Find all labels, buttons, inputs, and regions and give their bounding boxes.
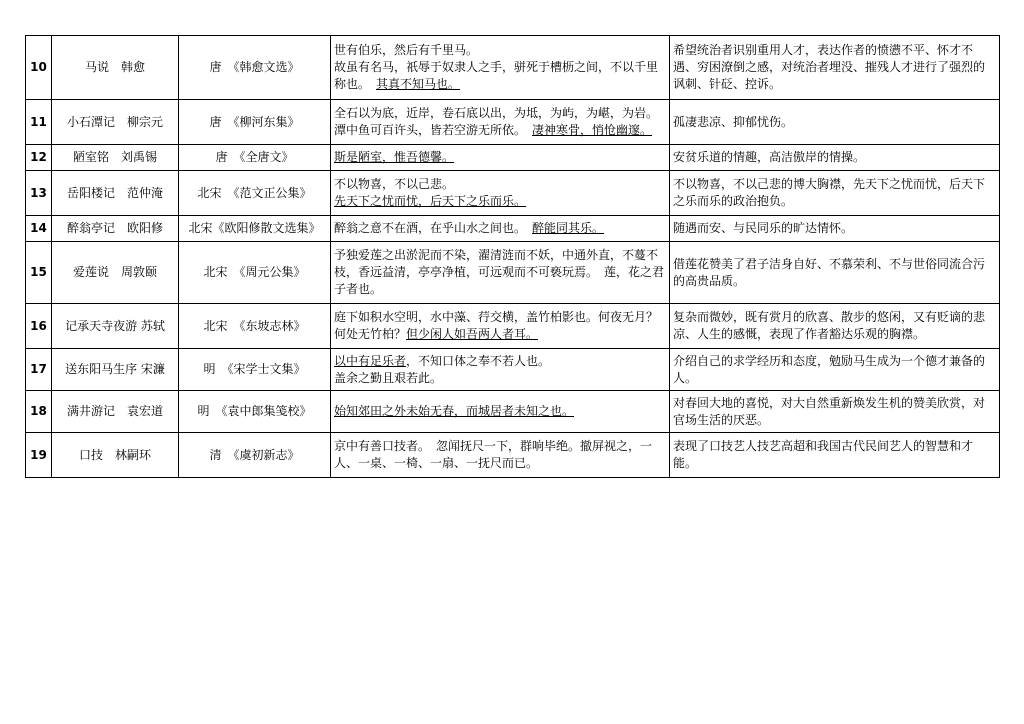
row-number-cell: 17 bbox=[26, 349, 52, 391]
dynasty-source-cell: 唐 《全唐文》 bbox=[179, 145, 331, 171]
quote-text: 不以物喜，不以己悲。 bbox=[334, 177, 455, 191]
table-row bbox=[26, 391, 1000, 433]
famous-quote-cell bbox=[331, 36, 670, 100]
quote-text: 全石以为底，近岸，卷石底以出，为坻，为屿，为嵁，为岩。 bbox=[334, 106, 659, 120]
title-author-cell: 岳阳楼记 范仲淹 bbox=[52, 171, 179, 216]
theme-cell: 安贫乐道的情趣，高洁傲岸的情操。 bbox=[670, 145, 1000, 171]
dynasty-source-cell: 北宋 《范文正公集》 bbox=[179, 171, 331, 216]
row-number-cell: 11 bbox=[26, 100, 52, 145]
title-author-cell: 陋室铭 刘禹锡 bbox=[52, 145, 179, 171]
table-row bbox=[26, 100, 1000, 145]
dynasty-source-cell: 北宋 《周元公集》 bbox=[179, 242, 331, 304]
title-author-cell: 记承天寺夜游 苏轼 bbox=[52, 304, 179, 349]
theme-cell: 不以物喜，不以己悲的博大胸襟，先天下之忧而忧，后天下之乐而乐的政治抱负。 bbox=[670, 171, 1000, 216]
famous-quote-cell bbox=[331, 349, 670, 391]
quote-text: 醉翁之意不在酒，在乎山水之间也。 bbox=[334, 221, 533, 235]
famous-quote-cell bbox=[331, 216, 670, 242]
dynasty-source-cell: 唐 《柳河东集》 bbox=[179, 100, 331, 145]
underlined-quote-text: 斯是陋室，惟吾德馨。 bbox=[334, 150, 455, 164]
theme-cell: 借莲花赞美了君子洁身自好、不慕荣利、不与世俗同流合污的高贵品质。 bbox=[670, 242, 1000, 304]
quote-text: 故虽有名马，祇辱于奴隶人之手，骈死于槽枥之间，不以千里称也。 bbox=[334, 60, 659, 91]
theme-cell: 希望统治者识别重用人才，表达作者的愤懑不平、怀才不遇、穷困潦倒之感，对统治者埋没、摧残人才进行了强烈的讽刺、针砭、控诉。 bbox=[670, 36, 1000, 100]
row-number-cell: 10 bbox=[26, 36, 52, 100]
table-row bbox=[26, 349, 1000, 391]
underlined-quote-text: 始知郊田之外未始无春，而城居者未知之也。 bbox=[334, 404, 575, 418]
underlined-quote-text: 其真不知马也。 bbox=[376, 77, 461, 91]
theme-cell: 介绍自己的求学经历和态度，勉励马生成为一个德才兼备的人。 bbox=[670, 349, 1000, 391]
title-author-cell: 醉翁亭记 欧阳修 bbox=[52, 216, 179, 242]
quote-text: 盖余之勤且艰若此。 bbox=[334, 370, 443, 385]
row-number-cell: 18 bbox=[26, 391, 52, 433]
row-number-cell: 12 bbox=[26, 145, 52, 171]
quote-text: 潭中鱼可百许头，皆若空游无所依。 bbox=[334, 123, 533, 137]
famous-quote-cell bbox=[331, 304, 670, 349]
title-author-cell: 满井游记 袁宏道 bbox=[52, 391, 179, 433]
dynasty-source-cell: 清 《虞初新志》 bbox=[179, 433, 331, 478]
table-row bbox=[26, 216, 1000, 242]
famous-quote-cell bbox=[331, 391, 670, 433]
underlined-quote-text: 但少闲人如吾两人者耳。 bbox=[406, 327, 539, 341]
quote-text: ，不知口体之奉不若人也。 bbox=[406, 353, 551, 368]
underlined-quote-text: 醉能同其乐。 bbox=[532, 221, 605, 235]
dynasty-source-cell: 唐 《韩愈文选》 bbox=[179, 36, 331, 100]
dynasty-source-cell: 北宋《欧阳修散文选集》 bbox=[179, 216, 331, 242]
quote-text: 予独爱莲之出淤泥而不染，濯清涟而不妖，中通外直，不蔓不枝，香远益清，亭亭净植，可远观而不可亵玩焉。 莲，花之君子者也。 bbox=[334, 248, 665, 296]
famous-quote-cell bbox=[331, 171, 670, 216]
famous-quote-cell bbox=[331, 242, 670, 304]
row-number-cell: 15 bbox=[26, 242, 52, 304]
underlined-quote-text: 以中有足乐者 bbox=[334, 353, 407, 368]
theme-cell: 孤凄悲凉、抑郁忧伤。 bbox=[670, 100, 1000, 145]
title-author-cell: 口技 林嗣环 bbox=[52, 433, 179, 478]
theme-cell: 表现了口技艺人技艺高超和我国古代民间艺人的智慧和才能。 bbox=[670, 433, 1000, 478]
title-author-cell: 送东阳马生序 宋濂 bbox=[52, 349, 179, 391]
famous-quote-cell bbox=[331, 100, 670, 145]
theme-cell: 随遇而安、与民同乐的旷达情怀。 bbox=[670, 216, 1000, 242]
dynasty-source-cell: 明 《宋学士文集》 bbox=[179, 349, 331, 391]
table-body bbox=[26, 36, 1000, 478]
row-number-cell: 14 bbox=[26, 216, 52, 242]
underlined-quote-text: 凄神寒骨，悄怆幽邃。 bbox=[532, 123, 653, 137]
table-row bbox=[26, 145, 1000, 171]
quote-text: 世有伯乐，然后有千里马。 bbox=[334, 43, 479, 57]
underlined-quote-text: 先天下之忧而忧，后天下之乐而乐。 bbox=[334, 194, 527, 208]
dynasty-source-cell: 明 《袁中郎集笺校》 bbox=[179, 391, 331, 433]
row-number-cell: 13 bbox=[26, 171, 52, 216]
table-row bbox=[26, 242, 1000, 304]
theme-cell: 复杂而微妙，既有赏月的欣喜、散步的悠闲，又有贬谪的悲凉、人生的感慨，表现了作者豁达乐观的胸襟。 bbox=[670, 304, 1000, 349]
dynasty-source-cell: 北宋 《东坡志林》 bbox=[179, 304, 331, 349]
quote-text: 京中有善口技者。 忽闻抚尺一下，群响毕绝。撤屏视之，一人、一桌、一椅、一扇、一抚尺而已。 bbox=[334, 439, 653, 470]
row-number-cell: 16 bbox=[26, 304, 52, 349]
theme-cell: 对春回大地的喜悦，对大自然重新焕发生机的赞美欣赏，对官场生活的厌恶。 bbox=[670, 391, 1000, 433]
title-author-cell: 马说 韩愈 bbox=[52, 36, 179, 100]
title-author-cell: 小石潭记 柳宗元 bbox=[52, 100, 179, 145]
quote-text: 庭下如积水空明，水中藻、荇交横，盖竹柏影也。何夜无月？何处无竹柏？ bbox=[334, 310, 659, 341]
table-row bbox=[26, 433, 1000, 478]
famous-quote-cell bbox=[331, 145, 670, 171]
table-row bbox=[26, 171, 1000, 216]
table-row bbox=[26, 36, 1000, 100]
literature-table bbox=[25, 35, 1000, 478]
row-number-cell: 19 bbox=[26, 433, 52, 478]
famous-quote-cell bbox=[331, 433, 670, 478]
title-author-cell: 爱莲说 周敦颐 bbox=[52, 242, 179, 304]
table-row bbox=[26, 304, 1000, 349]
